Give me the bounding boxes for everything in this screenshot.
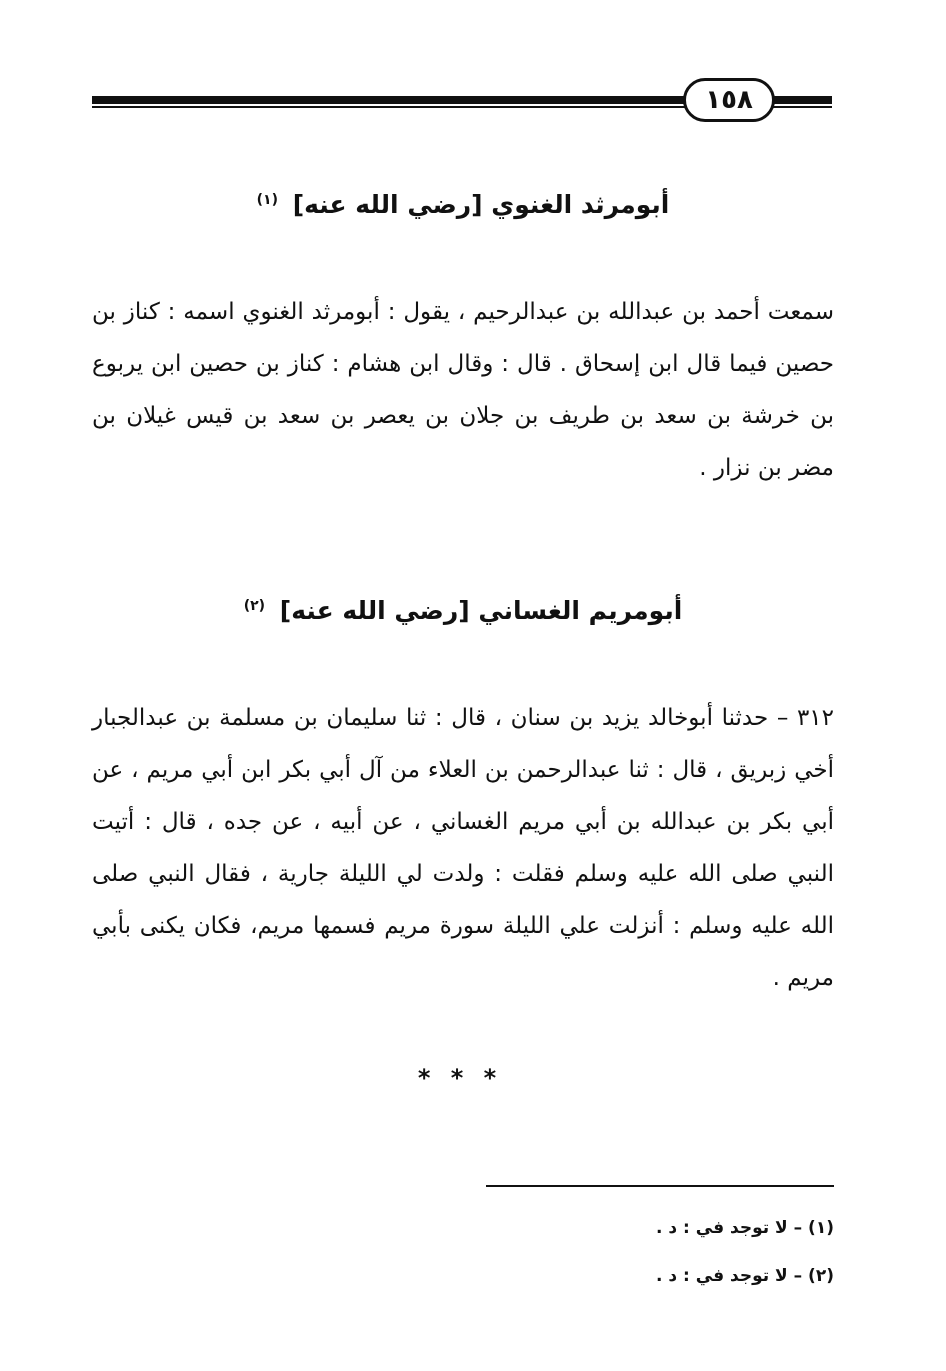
section-separator: * * * [417, 1064, 503, 1092]
section-heading-1-text: أبومرثد الغنوي [رضي الله عنه] [292, 190, 670, 219]
section-heading-2-note: (٢) [243, 597, 266, 614]
footnote-1: (١) – لا توجد في : د . [656, 1218, 834, 1238]
section-paragraph-1: سمعت أحمد بن عبدالله بن عبدالرحيم ، يقول : أبومرثد الغنوي اسمه : كناز بن حصين فيما قال ابن إسحاق . قال : وقال ابن هشام : كناز بن حصين ابن يربوع بن خرشة بن سعد بن طريف بن جلان بن يعصر بن سعد بن قيس غيلان بن مضر بن نزار . [92, 299, 834, 481]
section-paragraph-2: ٣١٢ – حدثنا أبوخالد يزيد بن سنان ، قال : ثنا سليمان بن مسلمة بن عبدالجبار أخي زبريق ، قال : ثنا عبدالرحمن بن العلاء من آل أبي بكر ابن أبي مريم ، عن أبي بكر بن عبدالله بن أبي مريم الغساني ، عن أبيه ، عن جده ، قال : أتيت النبي صلى الله عليه وسلم فقلت : ولدت لي الليلة جارية ، فقال النبي صلى الله عليه وسلم : أنزلت علي الليلة سورة مريم فسمها مريم، فكان يكنى بأبي مريم . [92, 705, 834, 991]
footnote-rule [486, 1185, 834, 1187]
section-heading-2 [90, 596, 836, 625]
footnote-2: (٢) – لا توجد في : د . [656, 1266, 834, 1286]
section-heading-1 [90, 190, 836, 219]
page-number: ١٥٨ [683, 78, 775, 122]
section-heading-2-text: أبومريم الغساني [رضي الله عنه] [279, 596, 683, 625]
section-heading-1-note: (١) [256, 191, 278, 208]
